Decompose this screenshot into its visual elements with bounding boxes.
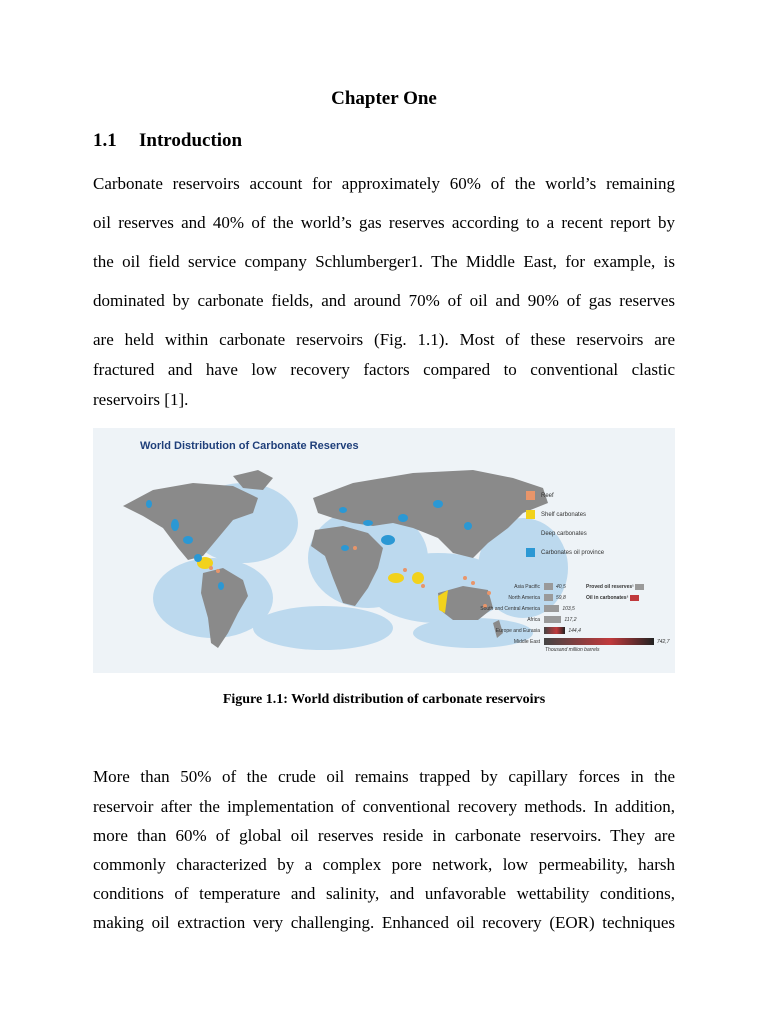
legend-swatch-shelf	[526, 510, 535, 519]
paragraph2-line: making oil extraction very challenging. Enhanced oil recovery (EOR) techniques	[93, 913, 675, 932]
bar-row	[463, 636, 673, 647]
bar	[544, 627, 565, 634]
bar-region-label: Middle East	[513, 638, 540, 645]
bar	[544, 594, 553, 601]
paragraph1-line: dominated by carbonate fields, and around 70% of oil and 90% of gas reserves	[93, 291, 675, 310]
legend-province: Carbonates oil province	[541, 549, 605, 556]
bar-legend	[586, 582, 644, 604]
paragraph2-line: commonly characterized by a complex pore network, low permeability, harsh	[93, 855, 675, 874]
legend-reef: Reef	[541, 492, 554, 499]
bar-value: 40,5	[556, 583, 566, 590]
paragraph1-line: are held within carbonate reservoirs (Fig. 1.1). Most of these reservoirs are	[93, 330, 675, 349]
map-legend	[526, 486, 604, 562]
paragraph1-line: the oil field service company Schlumberger1. The Middle East, for example, is	[93, 252, 675, 271]
legend-deep: Deep carbonates	[541, 530, 587, 537]
bar	[544, 605, 559, 612]
paragraph1-line: Carbonate reservoirs account for approximately 60% of the world’s remaining	[93, 174, 675, 193]
paragraph2-line: conditions of temperature and salinity, and unfavorable wettability conditions,	[93, 884, 675, 903]
legend-swatch-province	[526, 548, 535, 557]
unit-label: Thousand million barrels	[545, 647, 600, 653]
bar	[544, 638, 654, 645]
bar-legend-carbonates: Oil in carbonates²	[586, 595, 629, 601]
bar-legend-proved: Proved oil reserves¹	[586, 584, 634, 590]
bar-region-label: Europe and Eurasia	[495, 627, 540, 634]
bar-region-label: Africa	[527, 616, 540, 623]
bar-row	[463, 625, 673, 636]
bar-region-label: South and Central America	[480, 605, 540, 612]
legend-swatch-reef	[526, 491, 535, 500]
paragraph1-line: oil reserves and 40% of the world’s gas reserves according to a recent report by	[93, 213, 675, 232]
paragraph1-line: reservoirs [1].	[93, 390, 189, 409]
bar	[544, 583, 553, 590]
bar-region-label: Asia Pacific	[514, 583, 540, 590]
paragraph2-line: reservoir after the implementation of conventional recovery methods. In addition,	[93, 797, 675, 816]
figure-title: World Distribution of Carbonate Reserves	[140, 440, 359, 452]
bar	[544, 616, 561, 623]
figure-caption: Figure 1.1: World distribution of carbonate reservoirs	[222, 692, 546, 707]
legend-shelf: Shelf carbonates	[541, 511, 587, 518]
section-number: 1.1	[93, 130, 117, 151]
bar-value: 59,8	[556, 594, 566, 601]
paragraph1-line: fractured and have low recovery factors compared to conventional clastic	[93, 360, 675, 379]
bar-region-label: North America	[508, 594, 540, 601]
bar-value: 117,2	[564, 616, 577, 623]
chapter-title: Chapter One	[331, 88, 437, 109]
bar-value: 742,7	[657, 638, 670, 645]
paragraph2-line: More than 50% of the crude oil remains trapped by capillary forces in the	[93, 767, 675, 786]
bar-value: 144,4	[568, 627, 581, 634]
bar-value: 103,5	[562, 605, 575, 612]
carbonate-reserves-figure	[93, 428, 675, 673]
section-title: Introduction	[139, 130, 243, 151]
legend-swatch-deep	[526, 529, 535, 538]
bar-legend-proved-swatch	[635, 584, 644, 590]
bar-row	[463, 614, 673, 625]
section-heading	[93, 130, 242, 152]
paragraph2-line: more than 60% of global oil reserves reside in carbonate reservoirs. They are	[93, 826, 675, 845]
bar-row	[463, 603, 673, 614]
bar-legend-carbonates-swatch	[630, 595, 639, 601]
